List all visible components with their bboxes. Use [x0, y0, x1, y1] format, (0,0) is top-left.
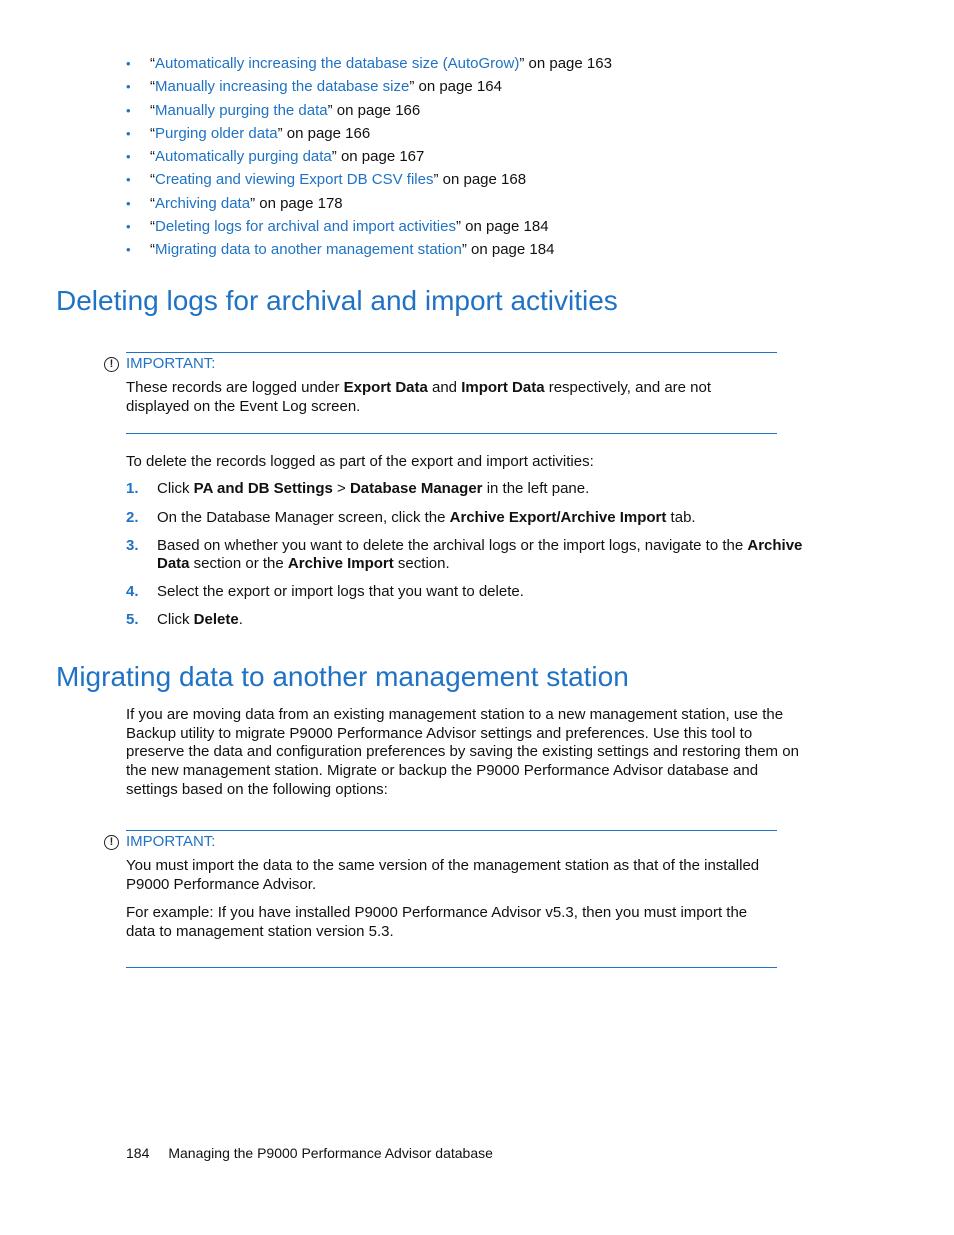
- important-label: IMPORTANT:: [126, 355, 216, 372]
- procedure-step: 5. Click Delete.: [126, 611, 243, 628]
- page-footer: [126, 1145, 493, 1161]
- xref-link[interactable]: Creating and viewing Export DB CSV files: [155, 171, 434, 189]
- xref-link[interactable]: Manually purging the data: [155, 101, 328, 119]
- bullet-icon: •: [126, 125, 131, 141]
- bullet-icon: •: [126, 56, 131, 71]
- xref-link[interactable]: Automatically increasing the database size (AutoGrow): [155, 55, 520, 72]
- list-item: • “Automatically increasing the database size (AutoGrow)” on page 163: [126, 52, 826, 75]
- important-example: For example: If you have installed P9000 Performance Advisor v5.3, then you must import the data to management station version 5.3.: [126, 904, 748, 940]
- xref-link[interactable]: Deleting logs for archival and import activities: [155, 218, 456, 236]
- cross-reference-list: [126, 52, 826, 262]
- procedure-step: 3. Based on whether you want to delete the archival logs or the import logs, navigate to the Archive Data section or the Archive Import section.: [126, 537, 803, 572]
- important-text: You must import the data to the same version of the management station as that of the installed P9000 Performance Advisor.: [126, 857, 760, 893]
- list-item: • “Archiving data” on page 178: [126, 192, 826, 215]
- procedure-intro: To delete the records logged as part of the export and import activities:: [126, 453, 594, 470]
- important-exclamation-icon: !: [104, 835, 119, 850]
- page-number: 184: [126, 1145, 150, 1161]
- important-note: [109, 352, 777, 434]
- section-heading-deleting-logs: Deleting logs for archival and import activities: [56, 285, 618, 316]
- xref-link[interactable]: Purging older data: [155, 124, 278, 142]
- section-heading-migrating-data: Migrating data to another management station: [56, 661, 629, 692]
- xref-link[interactable]: Automatically purging data: [155, 148, 332, 166]
- chapter-title: Managing the P9000 Performance Advisor database: [168, 1145, 493, 1161]
- important-text: These records are logged under Export Data and Import Data respectively, and are not displayed on the Event Log screen.: [126, 379, 712, 415]
- procedure-step: 2. On the Database Manager screen, click the Archive Export/Archive Import tab.: [126, 509, 696, 526]
- list-item: • “Migrating data to another management station” on page 184: [126, 238, 826, 261]
- list-item: • “Automatically purging data” on page 167: [126, 145, 826, 168]
- important-note: [109, 830, 777, 968]
- bullet-icon: •: [126, 172, 131, 188]
- important-exclamation-icon: !: [104, 357, 119, 372]
- procedure-steps: [126, 480, 806, 629]
- list-item: • “Purging older data” on page 166: [126, 122, 826, 145]
- xref-link[interactable]: Archiving data: [155, 194, 251, 212]
- bullet-icon: •: [126, 149, 131, 165]
- bullet-icon: •: [126, 195, 131, 211]
- procedure-step: 1. Click PA and DB Settings > Database Manager in the left pane.: [126, 480, 590, 497]
- list-item: • “Creating and viewing Export DB CSV files” on page 168: [126, 168, 826, 191]
- bullet-icon: •: [126, 79, 131, 95]
- list-item: • “Manually increasing the database size” on page 164: [126, 75, 826, 98]
- bullet-icon: •: [126, 219, 131, 235]
- xref-link[interactable]: Migrating data to another management station: [155, 241, 462, 259]
- list-item: • “Manually purging the data” on page 166: [126, 99, 826, 122]
- migration-body: If you are moving data from an existing management station to a new management station, use the Backup utility to migrate P9000 Performance Advisor settings and preferences. Use this tool to preserve the data and configuration preferences by saving the existing settings and restoring them on the new management station. Migrate or backup the P9000 Performance Advisor database and settings based on the following options:: [126, 706, 799, 798]
- bullet-icon: •: [126, 102, 131, 118]
- xref-link[interactable]: Manually increasing the database size: [155, 78, 410, 96]
- bullet-icon: •: [126, 242, 131, 258]
- important-label: IMPORTANT:: [126, 833, 216, 850]
- procedure-step: 4. Select the export or import logs that you want to delete.: [126, 583, 524, 600]
- list-item: • “Deleting logs for archival and import activities” on page 184: [126, 215, 826, 238]
